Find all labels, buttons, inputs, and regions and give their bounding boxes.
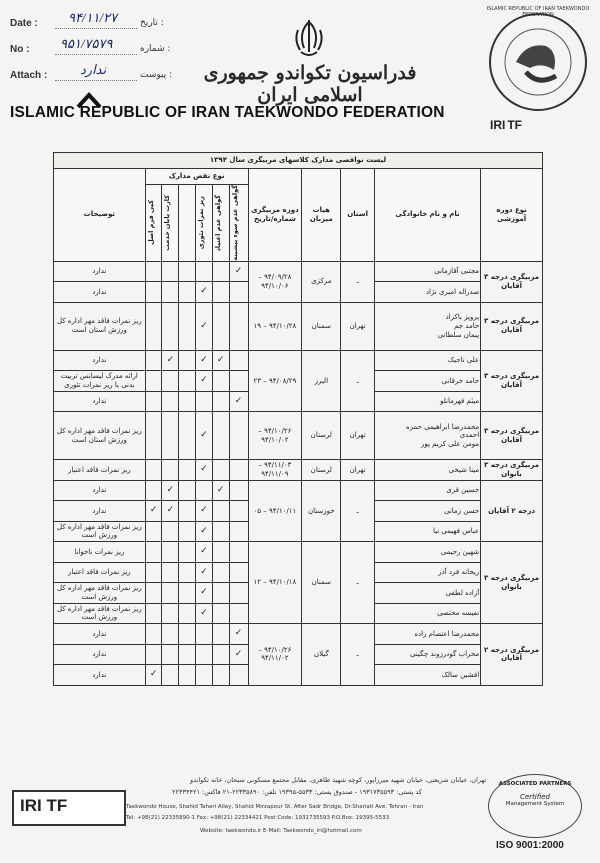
- doc-check-1: [229, 665, 248, 686]
- table-row: [54, 542, 543, 563]
- doc-check-4: [162, 371, 179, 392]
- doc-check-4: [162, 603, 179, 624]
- doc-spacer-cell: [179, 480, 196, 501]
- doc-check-4: [162, 350, 179, 371]
- group-course: مربیگری درجه ۳ آقایان: [481, 350, 543, 412]
- row-note: ندارد: [54, 644, 146, 665]
- doc-check-1: [229, 460, 248, 481]
- attach-label-fa: پیوست :: [140, 70, 173, 80]
- doc-check-5: [145, 624, 162, 645]
- row-note: ندارد: [54, 261, 146, 282]
- doc-check-5: [145, 371, 162, 392]
- doc-check-4: [162, 521, 179, 542]
- row-name: مینا شیخی: [374, 460, 480, 481]
- table-row: [54, 480, 543, 501]
- doc-check-3: [196, 603, 213, 624]
- row-note: ریز نمرات فاقد مهر اداره کل ورزش است: [54, 603, 146, 624]
- doc-spacer-cell: [179, 282, 196, 303]
- doc-check-5: [145, 391, 162, 412]
- doc-check-1: [229, 480, 248, 501]
- table-row: [54, 624, 543, 645]
- row-note: ریز نمرات فاقد مهر اداره کل ورزش استان است: [54, 412, 146, 460]
- table-row: [54, 350, 543, 371]
- doc-check-5: [145, 412, 162, 460]
- doc-check-3: [196, 371, 213, 392]
- row-note: ندارد: [54, 391, 146, 412]
- group-board: سمنان: [302, 302, 341, 350]
- group-period: ۹۴/۰۹/۲۸ – ۹۴/۱۰/۰۶: [248, 261, 302, 302]
- row-name: ریحانه فرد آذر: [374, 562, 480, 583]
- check-icon: ✓: [234, 395, 243, 406]
- check-icon: ✓: [200, 464, 208, 475]
- row-name: حامد خرقانی: [374, 371, 480, 392]
- check-icon: ✓: [234, 628, 243, 639]
- doc-check-4: [162, 583, 179, 604]
- check-icon: ✓: [200, 375, 208, 386]
- doc-check-4: [162, 562, 179, 583]
- check-icon: ✓: [200, 566, 208, 577]
- row-name: مجتبی آقازمانی: [374, 261, 480, 282]
- check-icon: ✓: [149, 669, 158, 680]
- doc-check-3: [196, 521, 213, 542]
- check-icon: ✓: [166, 505, 175, 516]
- check-icon: ✓: [216, 354, 225, 365]
- doc-spacer-cell: [179, 371, 196, 392]
- iso-certification-badge: ASSOCIATED PARTNERS Certified Management System: [488, 774, 582, 838]
- row-note: ندارد: [54, 480, 146, 501]
- doc-check-1: [229, 391, 248, 412]
- row-note: ندارد: [54, 282, 146, 303]
- footer-postal-fa: کد پستی: ۱۹۳۱۷۳۵۵۹۳ - صندوق پستی: ۵۵۳۳-۱۹۳۹۵ تلفن: ۲۲۳۳۵۸۹۰-۲۱ فاکس: ۲۲۳۳۴۴۲۱: [172, 788, 422, 796]
- doc-check-1: [229, 644, 248, 665]
- group-course: مربیگری درجه ۲ آقایان: [481, 624, 543, 686]
- doc-check-5: [145, 521, 162, 542]
- doc-check-2: [212, 460, 229, 481]
- group-board: لرستان: [302, 412, 341, 460]
- logo-ring-text: ISLAMIC REPUBLIC OF IRAN TAEKWONDO FEDERATION: [486, 6, 590, 18]
- date-value: ۹۴/۱۱/۲۷: [68, 10, 118, 25]
- row-note: ندارد: [54, 350, 146, 371]
- check-icon: ✓: [149, 505, 158, 516]
- footer-address-fa: تهران، خیابان شریعتی، خیابان شهید میرزاپور، کوچه شهید طاهری، مقابل مجتمع مسکونی سبحان، خانه تکواندو: [190, 776, 487, 784]
- group-province: تهران: [341, 460, 375, 481]
- check-icon: ✓: [200, 607, 208, 618]
- doc-check-5: [145, 261, 162, 282]
- doc-spacer-cell: [179, 624, 196, 645]
- logo-abbr: IRI: [490, 118, 506, 132]
- check-icon: ✓: [200, 320, 208, 331]
- col-province: استان: [341, 169, 375, 262]
- doc-check-4: [162, 480, 179, 501]
- iran-emblem-icon: [292, 18, 326, 60]
- row-name: حسین قری: [374, 480, 480, 501]
- doc-check-3: [196, 460, 213, 481]
- row-note: ریز نمرات ناخوانا: [54, 542, 146, 563]
- check-icon: ✓: [166, 354, 175, 365]
- doc-check-3: [196, 624, 213, 645]
- group-period: ۹۴/۱۰/۲۸ – ۱۹: [248, 302, 302, 350]
- federation-logo: [486, 6, 590, 140]
- group-province: ـ: [341, 480, 375, 542]
- group-board: گیلان: [302, 624, 341, 686]
- doc-check-1: [229, 521, 248, 542]
- row-name: محمدرضا ابراهیمی حمزه احمدی مومن علی کریم پور: [374, 412, 480, 460]
- row-name: محمدرضا اعتصام زاده: [374, 624, 480, 645]
- doc-check-1: [229, 501, 248, 522]
- doc-check-3: [196, 282, 213, 303]
- group-period: ۹۴/۱۰/۲۶ – ۹۴/۱۱/۰۲: [248, 624, 302, 686]
- doc-check-3: [196, 562, 213, 583]
- number-label-fa: شماره :: [140, 44, 171, 54]
- doc-check-3: [196, 350, 213, 371]
- doc-spacer-cell: [179, 562, 196, 583]
- doc-check-2: [212, 371, 229, 392]
- doc-check-5: [145, 282, 162, 303]
- doc-spacer-cell: [179, 644, 196, 665]
- row-note: ریز نمرات فاقد مهر اداره کل ورزش است: [54, 583, 146, 604]
- row-name: علی تاجیک: [374, 350, 480, 371]
- row-name: نفیسه مختصی: [374, 603, 480, 624]
- check-icon: ✓: [234, 265, 243, 276]
- doc-check-5: [145, 644, 162, 665]
- doc-check-2: [212, 562, 229, 583]
- doc-spacer-cell: [179, 391, 196, 412]
- attach-label-en: Attach :: [10, 70, 48, 81]
- doc-check-1: [229, 624, 248, 645]
- row-name: شهین رحیمی: [374, 542, 480, 563]
- doc-spacer-cell: [179, 542, 196, 563]
- table-row: [54, 460, 543, 481]
- doc-check-3: [196, 480, 213, 501]
- doc-check-3: [196, 302, 213, 350]
- group-course: مربیگری درجه ۳ آقایان: [481, 302, 543, 350]
- doc-check-3: [196, 542, 213, 563]
- group-board: مرکزی: [302, 261, 341, 302]
- doc-check-2: [212, 583, 229, 604]
- doc-spacer-cell: [179, 412, 196, 460]
- doc-check-1: [229, 302, 248, 350]
- number-value: ۹۵۱/۷۵۷۹: [60, 36, 113, 51]
- doc-check-2: [212, 624, 229, 645]
- doc-check-5: [145, 583, 162, 604]
- row-note: ندارد: [54, 501, 146, 522]
- doc-check-2: [212, 644, 229, 665]
- doc-spacer-cell: [179, 521, 196, 542]
- doc-check-4: [162, 644, 179, 665]
- doc-check-2: [212, 350, 229, 371]
- check-icon: ✓: [200, 525, 208, 536]
- doc-check-3: [196, 391, 213, 412]
- attach-value: ندارد: [80, 62, 107, 77]
- table-row: [54, 261, 543, 282]
- doc-check-1: [229, 261, 248, 282]
- doc-check-2: [212, 412, 229, 460]
- doc-check-1: [229, 371, 248, 392]
- doc-spacer-cell: [179, 501, 196, 522]
- doc-check-3: [196, 412, 213, 460]
- iso-label: ISO 9001:2000: [496, 840, 564, 851]
- doc-check-5: [145, 501, 162, 522]
- row-name: حسن زمانی: [374, 501, 480, 522]
- col-board: هیات میزبان: [302, 169, 341, 262]
- col-doc-3: ریز نمرات تئوری: [196, 185, 213, 262]
- row-note: ریز نمرات فاقد مهر اداره کل ورزش استان است: [54, 302, 146, 350]
- doc-spacer-cell: [179, 583, 196, 604]
- col-doc-spacer: [179, 185, 196, 262]
- group-course: مربیگری درجه ۳ آقایان: [481, 412, 543, 460]
- doc-check-2: [212, 521, 229, 542]
- chevron-icon: [76, 92, 102, 108]
- doc-check-1: [229, 350, 248, 371]
- group-course: مربیگری درجه ۳ آقایان: [481, 261, 543, 302]
- check-icon: ✓: [200, 546, 208, 557]
- doc-check-5: [145, 665, 162, 686]
- group-period: ۹۴/۱۰/۲۶ – ۹۴/۱۰/۰۲: [248, 412, 302, 460]
- doc-check-1: [229, 603, 248, 624]
- col-doc-4: کارت پایان خدمت: [162, 185, 179, 262]
- footer-logo: IRI TF: [12, 790, 126, 826]
- logo-tf: TF: [507, 118, 523, 132]
- doc-check-2: [212, 480, 229, 501]
- col-doc-5: کپی فرم اصل: [145, 185, 162, 262]
- doc-check-2: [212, 391, 229, 412]
- deficiency-table: [53, 152, 543, 686]
- check-icon: ✓: [234, 648, 243, 659]
- doc-check-3: [196, 261, 213, 282]
- doc-spacer-cell: [179, 350, 196, 371]
- number-label-en: No :: [10, 44, 30, 55]
- date-label-fa: تاریخ :: [140, 18, 164, 28]
- group-board: لرستان: [302, 460, 341, 481]
- check-icon: ✓: [200, 505, 208, 516]
- group-period: ۹۴/۱۰/۱۸ – ۱۲: [248, 542, 302, 624]
- doc-check-4: [162, 665, 179, 686]
- col-doc-type: نوع نقص مدارک: [145, 169, 248, 185]
- group-province: تهران: [341, 412, 375, 460]
- doc-check-3: [196, 644, 213, 665]
- group-course: مربیگری درجه ۳ بانوان: [481, 460, 543, 481]
- doc-check-4: [162, 412, 179, 460]
- footer-address-en: Taekwondo House, Shahid Taheri Alley, Shahid Mirzapour St. After Sadr Bridge, Dr.Shariati Ave. Tehran - Iran: [126, 804, 424, 810]
- group-province: ـ: [341, 261, 375, 302]
- col-doc-2: گواهی عدم اعتیاد: [212, 185, 229, 262]
- doc-check-1: [229, 542, 248, 563]
- doc-check-4: [162, 282, 179, 303]
- col-course: نوع دوره آموزشی: [481, 169, 543, 262]
- check-icon: ✓: [200, 354, 208, 365]
- doc-check-5: [145, 562, 162, 583]
- doc-spacer-cell: [179, 460, 196, 481]
- col-name: نام و نام خانوادگی: [374, 169, 480, 262]
- doc-check-2: [212, 542, 229, 563]
- row-name: محراب گودرزوند چگینی: [374, 644, 480, 665]
- doc-check-4: [162, 624, 179, 645]
- doc-check-3: [196, 501, 213, 522]
- doc-spacer-cell: [179, 261, 196, 282]
- group-course: درجه ۲ آقایان: [481, 480, 543, 542]
- footer-web-en: Website: taekwondo.ir E-Mail: Taekwondo_iri@hotmail.com: [200, 828, 362, 834]
- doc-check-1: [229, 562, 248, 583]
- row-note: ارائه مدرک لیسانس تربیت بدنی یا ریز نمرات تئوری: [54, 371, 146, 392]
- col-period: دوره مربیگری شماره/تاریخ: [248, 169, 302, 262]
- doc-check-1: [229, 412, 248, 460]
- group-board: خوزستان: [302, 480, 341, 542]
- row-name: افشین سالک: [374, 665, 480, 686]
- table-row: [54, 302, 543, 350]
- group-province: ـ: [341, 542, 375, 624]
- doc-check-4: [162, 460, 179, 481]
- doc-check-5: [145, 350, 162, 371]
- doc-check-2: [212, 302, 229, 350]
- group-province: ـ: [341, 350, 375, 412]
- check-icon: ✓: [200, 587, 208, 598]
- row-name: صدراله امیری نژاد: [374, 282, 480, 303]
- col-doc-1: گواهی عدم سوء پیشینه: [229, 185, 248, 262]
- doc-check-3: [196, 665, 213, 686]
- doc-check-2: [212, 501, 229, 522]
- col-notes: توضیحات: [54, 169, 146, 262]
- doc-check-4: [162, 302, 179, 350]
- doc-spacer-cell: [179, 665, 196, 686]
- row-note: ریز نمرات فاقد مهر اداره کل ورزش است: [54, 521, 146, 542]
- doc-check-3: [196, 583, 213, 604]
- check-icon: ✓: [166, 484, 175, 495]
- doc-check-2: [212, 261, 229, 282]
- group-board: البرز: [302, 350, 341, 412]
- doc-check-5: [145, 460, 162, 481]
- date-label-en: Date :: [10, 18, 38, 29]
- doc-check-5: [145, 542, 162, 563]
- row-name: پرویز باکزاد حامد جم پیمان سلطانی: [374, 302, 480, 350]
- group-course: مربیگری درجه ۳ بانوان: [481, 542, 543, 624]
- doc-check-2: [212, 282, 229, 303]
- doc-check-2: [212, 665, 229, 686]
- table-caption: لیست نواقصی مدارک کلاسهای مربیگری سال ۱۳۹۴: [54, 153, 543, 169]
- doc-spacer-cell: [179, 302, 196, 350]
- group-board: سمنان: [302, 542, 341, 624]
- doc-check-4: [162, 501, 179, 522]
- group-period: ۹۴/۱۰/۱۱ – ۰۵: [248, 480, 302, 542]
- group-province: تهران: [341, 302, 375, 350]
- row-name: میثم قهرمانلو: [374, 391, 480, 412]
- federation-name-fa: فدراسیون تکواندو جمهوری اسلامی ایران: [203, 62, 417, 106]
- row-note: ندارد: [54, 665, 146, 686]
- row-note: ریز نمرات فاقد اعتبار: [54, 460, 146, 481]
- check-icon: ✓: [200, 430, 208, 441]
- doc-check-1: [229, 282, 248, 303]
- doc-check-5: [145, 302, 162, 350]
- doc-check-4: [162, 542, 179, 563]
- footer-tel-en: Tel: +98(21) 22335890-1 Fax: +98(21) 22334421 Post Code: 1931735593 P.O.Box: 19395-5533: [126, 815, 390, 821]
- doc-check-2: [212, 603, 229, 624]
- row-name: آزاده لطفی: [374, 583, 480, 604]
- federation-name-en: ISLAMIC REPUBLIC OF IRAN TAEKWONDO FEDERATION: [10, 104, 445, 121]
- row-note: ریز نمرات فاقد اعتبار: [54, 562, 146, 583]
- doc-check-5: [145, 603, 162, 624]
- doc-check-4: [162, 261, 179, 282]
- check-icon: ✓: [216, 484, 225, 495]
- check-icon: ✓: [200, 286, 208, 297]
- row-note: ندارد: [54, 624, 146, 645]
- group-province: ـ: [341, 624, 375, 686]
- doc-check-4: [162, 391, 179, 412]
- doc-check-1: [229, 583, 248, 604]
- group-period: ۹۴/۱۱/۰۳ – ۹۴/۱۱/۰۹: [248, 460, 302, 481]
- doc-spacer-cell: [179, 603, 196, 624]
- group-period: ۹۴/۰۸/۲۹ – ۲۳: [248, 350, 302, 412]
- table-row: [54, 412, 543, 460]
- row-name: عباس فهیمی نیا: [374, 521, 480, 542]
- doc-check-5: [145, 480, 162, 501]
